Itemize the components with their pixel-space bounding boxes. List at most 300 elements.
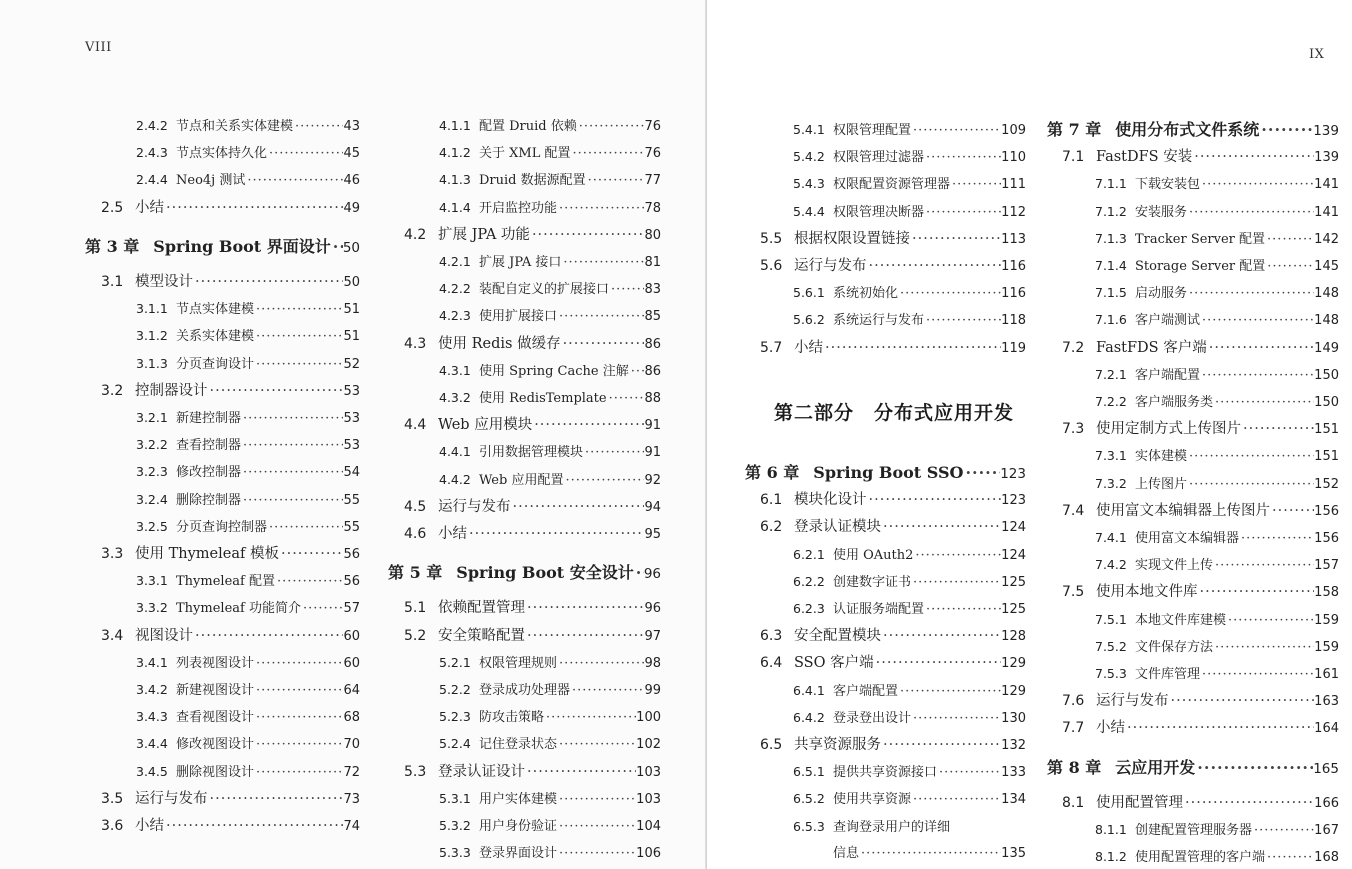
entry-page-number: 141 (1314, 204, 1339, 220)
subsection-entry (793, 545, 1026, 565)
entry-title: Tracker Server 配置 (1135, 231, 1266, 247)
subsection-entry (136, 116, 360, 136)
entry-page-number: 150 (1314, 367, 1339, 383)
subsection-entry (1095, 820, 1339, 840)
section-entry (101, 198, 360, 218)
entry-number: 5.6.2 (793, 312, 825, 328)
entry-title: 查询登录用户的详细 (833, 819, 951, 835)
entry-title: 权限管理决断器 (833, 204, 925, 220)
entry-title: Storage Server 配置 (1135, 259, 1266, 274)
dot-leader (577, 117, 645, 137)
entry-number: 3.1.2 (136, 328, 168, 344)
section-entry (1062, 419, 1339, 439)
entry-title: 安全策略配置 (438, 627, 525, 644)
subsection-entry (136, 435, 360, 455)
dot-leader (1200, 366, 1314, 386)
page-number: IX (1309, 47, 1325, 62)
entry-number: 第 6 章 (745, 463, 800, 482)
entry-page-number: 141 (1314, 177, 1339, 193)
entry-title: 使用 Spring Cache 注解 (479, 363, 629, 379)
subsection-entry (1095, 365, 1339, 385)
entry-number: 第 7 章 (1047, 120, 1102, 139)
entry-number: 4.1.3 (439, 172, 471, 188)
entry-page-number: 76 (644, 146, 661, 162)
entry-title: 使用 Redis 做缓存 (438, 335, 561, 352)
entry-page-number: 43 (343, 119, 360, 134)
section-entry (404, 762, 661, 782)
dot-leader (1213, 393, 1314, 413)
entry-number: 5.2 (404, 627, 427, 644)
entry-page-number: 88 (644, 391, 661, 406)
entry-number: 2.4.4 (136, 172, 168, 188)
entry-page-number: 165 (1313, 760, 1339, 777)
entry-title: 引用数据管理模块 (479, 445, 584, 461)
entry-title: 防攻击策略 (479, 710, 545, 726)
entry-title: 使用富文本编辑器 (1135, 531, 1240, 546)
section-entry (1062, 147, 1339, 167)
subsection-entry (1095, 474, 1339, 494)
dot-leader (563, 471, 644, 491)
section-entry (404, 334, 661, 354)
entry-title: 用户实体建模 (479, 791, 558, 807)
entry-title: 运行与发布 (135, 790, 208, 807)
dot-leader (557, 790, 636, 810)
section-entry (404, 598, 661, 618)
entry-title: 登录登出设计 (833, 710, 912, 726)
entry-page-number: 100 (636, 710, 661, 726)
entry-number: 3.4.4 (136, 736, 168, 752)
dot-leader (867, 256, 1002, 276)
entry-title: 节点实体建模 (176, 302, 255, 318)
entry-number: 3.2.2 (136, 437, 168, 453)
entry-page-number: 76 (644, 119, 661, 134)
entry-number: 5.2.3 (439, 709, 471, 725)
subsection-entry (1095, 446, 1339, 466)
entry-number: 7.3 (1062, 421, 1085, 438)
entry-page-number: 157 (1314, 558, 1339, 574)
entry-title: 删除控制器 (176, 492, 242, 508)
dot-leader (1265, 230, 1314, 250)
entry-title: 系统初始化 (833, 286, 899, 302)
entry-number: 7.1.1 (1095, 176, 1127, 192)
entry-page-number: 97 (644, 628, 661, 644)
subsection-entry (439, 470, 661, 490)
subsection-entry (793, 202, 1026, 222)
entry-number: 4.2.1 (439, 254, 471, 269)
subsection-entry (439, 442, 661, 462)
dot-leader (1200, 665, 1314, 685)
entry-number: 3.3.1 (136, 573, 168, 589)
dot-leader (924, 600, 1001, 620)
entry-page-number: 116 (1001, 259, 1026, 274)
subsection-entry (1095, 202, 1339, 222)
section-entry (404, 415, 661, 435)
section-entry (101, 816, 360, 836)
subsection-entry (136, 653, 360, 673)
subsection-entry (793, 147, 1026, 167)
entry-page-number: 156 (1314, 531, 1339, 546)
entry-number: 3.4.1 (136, 654, 168, 670)
entry-title: 客户端测试 (1135, 313, 1201, 329)
entry-number: 6.2.2 (793, 573, 825, 589)
entry-page-number: 91 (644, 445, 661, 461)
entry-title: 安全配置模块 (794, 628, 881, 645)
subsection-entry (439, 361, 661, 381)
dot-leader (241, 436, 343, 456)
entry-page-number: 77 (644, 173, 661, 189)
entry-page-number: 55 (343, 519, 360, 535)
entry-number: 第 3 章 (85, 236, 140, 256)
dot-leader (254, 763, 343, 783)
subsection-entry (439, 306, 661, 326)
section-entry (1062, 501, 1339, 521)
section-entry (760, 517, 1026, 537)
entry-page-number: 139 (1313, 123, 1339, 139)
entry-title: 实体建模 (1135, 449, 1188, 465)
section-entry (1062, 793, 1339, 813)
dot-leader (1239, 529, 1314, 549)
entry-title: 依赖配置管理 (438, 600, 525, 617)
subsection-entry (439, 816, 661, 836)
entry-page-number: 166 (1314, 795, 1339, 811)
entry-number: 4.3 (404, 335, 427, 352)
entry-number: 3.2.1 (136, 410, 168, 425)
entry-title: 修改视图设计 (176, 737, 255, 753)
subsection-entry (136, 354, 360, 374)
section-entry (760, 229, 1026, 249)
subsection-entry (1095, 528, 1339, 548)
dot-leader (208, 789, 344, 809)
entry-page-number: 124 (1001, 520, 1026, 536)
dot-leader (557, 817, 636, 837)
entry-title: 权限管理过滤器 (833, 150, 925, 166)
entry-page-number: 53 (343, 383, 360, 399)
entry-page-number: 139 (1314, 150, 1339, 166)
entry-title: 小结 (1096, 720, 1125, 737)
entry-title: 使用富文本编辑器上传图片 (1096, 502, 1270, 519)
subsection-entry (1095, 392, 1339, 412)
entry-page-number: 125 (1001, 602, 1026, 617)
chapter-entry (1047, 120, 1339, 140)
entry-title: 权限管理规则 (479, 655, 558, 671)
dot-leader (1259, 120, 1313, 140)
dot-leader (164, 198, 343, 218)
dot-leader (544, 708, 636, 728)
entry-page-number: 102 (636, 737, 661, 753)
entry-number: 3.2.5 (136, 518, 168, 534)
dot-leader (557, 307, 644, 327)
subsection-entry (136, 143, 360, 163)
dot-leader (254, 355, 343, 375)
dot-leader (1192, 147, 1314, 167)
entry-page-number: 98 (644, 655, 661, 671)
entry-number: 6.2.3 (793, 601, 825, 616)
entry-page-number: 78 (644, 200, 661, 216)
entry-number: 4.4.2 (439, 471, 471, 487)
entry-page-number: 83 (644, 282, 661, 298)
entry-title: 登录成功处理器 (479, 683, 571, 698)
subsection-entry (136, 680, 360, 700)
entry-title: 认证服务端配置 (833, 602, 925, 617)
dot-leader (557, 735, 636, 755)
dot-leader (301, 599, 343, 619)
entry-number: 7.3.1 (1095, 448, 1127, 464)
section-entry (1062, 582, 1339, 602)
entry-title: 客户端配置 (1135, 367, 1201, 383)
entry-number: 5.6 (760, 258, 783, 274)
entry-title: 扩展 JPA 功能 (438, 226, 530, 243)
entry-title: 使用配置管理的客户端 (1135, 850, 1266, 866)
entry-number: 4.5 (404, 498, 427, 515)
entry-title: 权限管理配置 (833, 123, 912, 138)
dot-leader (254, 300, 343, 320)
section-entry (1062, 718, 1339, 738)
entry-number: 5.5 (760, 230, 783, 247)
entry-number: 7.1.3 (1095, 230, 1127, 246)
subsection-entry (793, 681, 1026, 701)
subsection-entry (439, 653, 661, 673)
entry-number: 5.2.1 (439, 654, 471, 670)
entry-page-number: 118 (1001, 313, 1026, 329)
entry-title: 使用配置管理 (1096, 794, 1183, 811)
section-entry (404, 524, 661, 544)
entry-page-number: 54 (343, 465, 360, 481)
subsection-entry (439, 143, 661, 163)
entry-title: Neo4j 测试 (176, 173, 246, 189)
entry-number: 5.2.2 (439, 682, 471, 697)
dot-leader (164, 816, 343, 836)
dot-leader (267, 518, 343, 538)
entry-title: 节点和关系实体建模 (176, 119, 294, 134)
entry-page-number: 60 (343, 655, 360, 671)
dot-leader (254, 708, 343, 728)
entry-title: Thymeleaf 配置 (176, 574, 275, 590)
entry-number: 6.5.2 (793, 791, 825, 807)
dot-leader (267, 144, 343, 164)
entry-page-number: 53 (343, 411, 360, 426)
subsection-entry (1095, 664, 1339, 684)
dot-leader (911, 790, 1001, 810)
entry-number: 8.1.2 (1095, 849, 1127, 865)
subsection-entry (439, 252, 661, 272)
entry-page-number: 133 (1001, 765, 1026, 781)
entry-number: 7.1 (1062, 149, 1085, 166)
section-entry (1062, 691, 1339, 711)
entry-page-number: 81 (644, 255, 661, 270)
entry-number: 7.1.4 (1095, 258, 1127, 273)
entry-title: Spring Boot SSO (813, 463, 964, 482)
entry-title: 客户端服务类 (1135, 395, 1214, 410)
entry-page-number: 123 (1000, 466, 1026, 482)
dot-leader (1125, 718, 1314, 738)
entry-number: 3.4.2 (136, 682, 168, 697)
section-entry (760, 653, 1026, 673)
entry-title: 客户端配置 (833, 683, 899, 699)
part-title: 第二部分 分布式应用开发 (774, 402, 1015, 424)
entry-title: 装配自定义的扩展接口 (479, 282, 610, 298)
entry-page-number: 129 (1001, 656, 1026, 672)
entry-title: 关系实体建模 (176, 329, 255, 345)
section-entry (404, 497, 661, 517)
dot-leader (245, 171, 343, 191)
entry-title: Druid 数据源配置 (479, 173, 586, 189)
entry-number: 4.1.1 (439, 118, 471, 133)
entry-page-number: 151 (1314, 422, 1339, 438)
subsection-entry (1095, 174, 1339, 194)
subsection-entry (793, 762, 1026, 782)
entry-page-number: 112 (1001, 204, 1026, 220)
entry-page-number: 80 (644, 227, 661, 243)
entry-number: 6.3 (760, 628, 783, 645)
dot-leader (609, 280, 644, 300)
right-page (707, 0, 1352, 869)
entry-number: 4.2.2 (439, 281, 471, 297)
entry-title: 登录认证模块 (794, 519, 881, 536)
entry-title: 使用分布式文件系统 (1115, 120, 1260, 139)
entry-number: 2.4.2 (136, 118, 168, 133)
entry-number: 7.1.5 (1095, 285, 1127, 301)
dot-leader (924, 148, 1001, 168)
entry-title: 运行与发布 (794, 258, 867, 274)
entry-title: 登录认证设计 (438, 763, 525, 780)
subsection-entry (793, 817, 1026, 837)
dot-leader (570, 681, 644, 701)
chapter-entry (85, 237, 360, 257)
entry-page-number: 96 (644, 601, 661, 617)
entry-page-number: 125 (1001, 574, 1026, 590)
subsection-entry (136, 517, 360, 537)
dot-leader (1213, 556, 1314, 576)
entry-number: 7.4.2 (1095, 557, 1127, 573)
entry-page-number: 145 (1314, 259, 1339, 274)
entry-title: 节点实体持久化 (176, 146, 268, 162)
entry-title: 删除视图设计 (176, 764, 255, 780)
entry-title: 配置 Druid 依赖 (479, 119, 577, 134)
entry-page-number: 95 (644, 527, 661, 542)
entry-number: 6.2 (760, 519, 783, 536)
entry-page-number: 132 (1001, 738, 1026, 753)
dot-leader (293, 117, 343, 137)
dot-leader (331, 237, 343, 257)
dot-leader (525, 598, 644, 618)
entry-number: 6.4.1 (793, 682, 825, 698)
subsection-entry (793, 572, 1026, 592)
dot-leader (881, 735, 1001, 755)
entry-title: 开启监控功能 (479, 200, 558, 216)
entry-title: 本地文件库建模 (1135, 612, 1227, 628)
dot-leader (1187, 203, 1314, 223)
entry-page-number: 56 (343, 547, 360, 562)
entry-title: FastFDS 客户端 (1096, 339, 1207, 356)
dot-leader (530, 225, 645, 245)
entry-title: 用户身份验证 (479, 819, 558, 834)
subsection-entry (439, 707, 661, 727)
entry-title: 小结 (438, 526, 467, 542)
dot-leader (586, 171, 645, 191)
entry-page-number: 53 (343, 438, 360, 454)
entry-title: 记住登录状态 (479, 737, 558, 753)
subsection-entry (136, 571, 360, 591)
subsection-entry (1095, 555, 1339, 575)
section-entry (404, 626, 661, 646)
entry-page-number: 49 (343, 200, 360, 216)
entry-page-number: 129 (1001, 683, 1026, 699)
subsection-entry (136, 170, 360, 190)
dot-leader (607, 389, 645, 409)
entry-page-number: 70 (343, 737, 360, 753)
dot-leader (898, 284, 1001, 304)
dot-leader (859, 844, 1001, 864)
entry-page-number: 86 (644, 336, 661, 352)
entry-page-number: 99 (644, 683, 661, 698)
entry-title: 使用扩展接口 (479, 309, 558, 325)
section-entry (760, 490, 1026, 510)
dot-leader (241, 463, 343, 483)
dot-leader (881, 517, 1001, 537)
section-entry (101, 789, 360, 809)
dot-leader (823, 338, 1001, 358)
dot-leader (254, 735, 343, 755)
entry-page-number: 123 (1001, 493, 1026, 509)
dot-leader (937, 763, 1001, 783)
entry-title: 小结 (135, 199, 164, 216)
entry-number: 第 8 章 (1047, 757, 1102, 777)
entry-title: 文件保存方法 (1135, 639, 1214, 655)
entry-number: 7.7 (1062, 720, 1085, 737)
subsection-entry (1095, 310, 1339, 330)
dot-leader (525, 626, 644, 646)
entry-number: 5.4.4 (793, 203, 825, 219)
subsection-entry (793, 599, 1026, 619)
entry-title: 分页查询控制器 (176, 519, 268, 535)
entry-number: 5.3.2 (439, 818, 471, 833)
entry-number: 4.1.2 (439, 145, 471, 161)
subsection-entry (136, 734, 360, 754)
section-entry (760, 626, 1026, 646)
subsection-entry (439, 279, 661, 299)
entry-number: 6.5 (760, 737, 783, 753)
entry-number: 6.5.1 (793, 764, 825, 780)
entry-title: 使用 OAuth2 (833, 547, 914, 563)
entry-title: 新建控制器 (176, 411, 242, 426)
subsection-entry (439, 388, 661, 408)
dot-leader (910, 229, 1001, 249)
entry-page-number: 148 (1314, 313, 1339, 329)
entry-number: 4.1.4 (439, 199, 471, 215)
entry-page-number: 135 (1001, 845, 1026, 861)
entry-page-number: 104 (636, 819, 661, 834)
entry-title: 小结 (135, 818, 164, 834)
entry-page-number: 56 (343, 574, 360, 590)
dot-leader (1195, 758, 1313, 778)
dot-leader (570, 144, 644, 164)
entry-number: 2.4.3 (136, 145, 168, 161)
entry-page-number: 45 (343, 146, 360, 162)
subsection-entry (136, 408, 360, 428)
entry-number: 第 5 章 (388, 563, 443, 583)
subsection-entry (793, 708, 1026, 728)
entry-page-number: 134 (1001, 792, 1026, 808)
dot-leader (629, 362, 645, 382)
section-entry (404, 225, 661, 245)
dot-leader (275, 572, 343, 592)
subsection-entry (136, 598, 360, 618)
entry-number: 5.1 (404, 600, 427, 617)
entry-number: 3.1.3 (136, 355, 168, 371)
entry-number: 7.5.1 (1095, 611, 1127, 627)
entry-number: 7.2.1 (1095, 366, 1127, 382)
subsection-entry (1095, 610, 1339, 630)
